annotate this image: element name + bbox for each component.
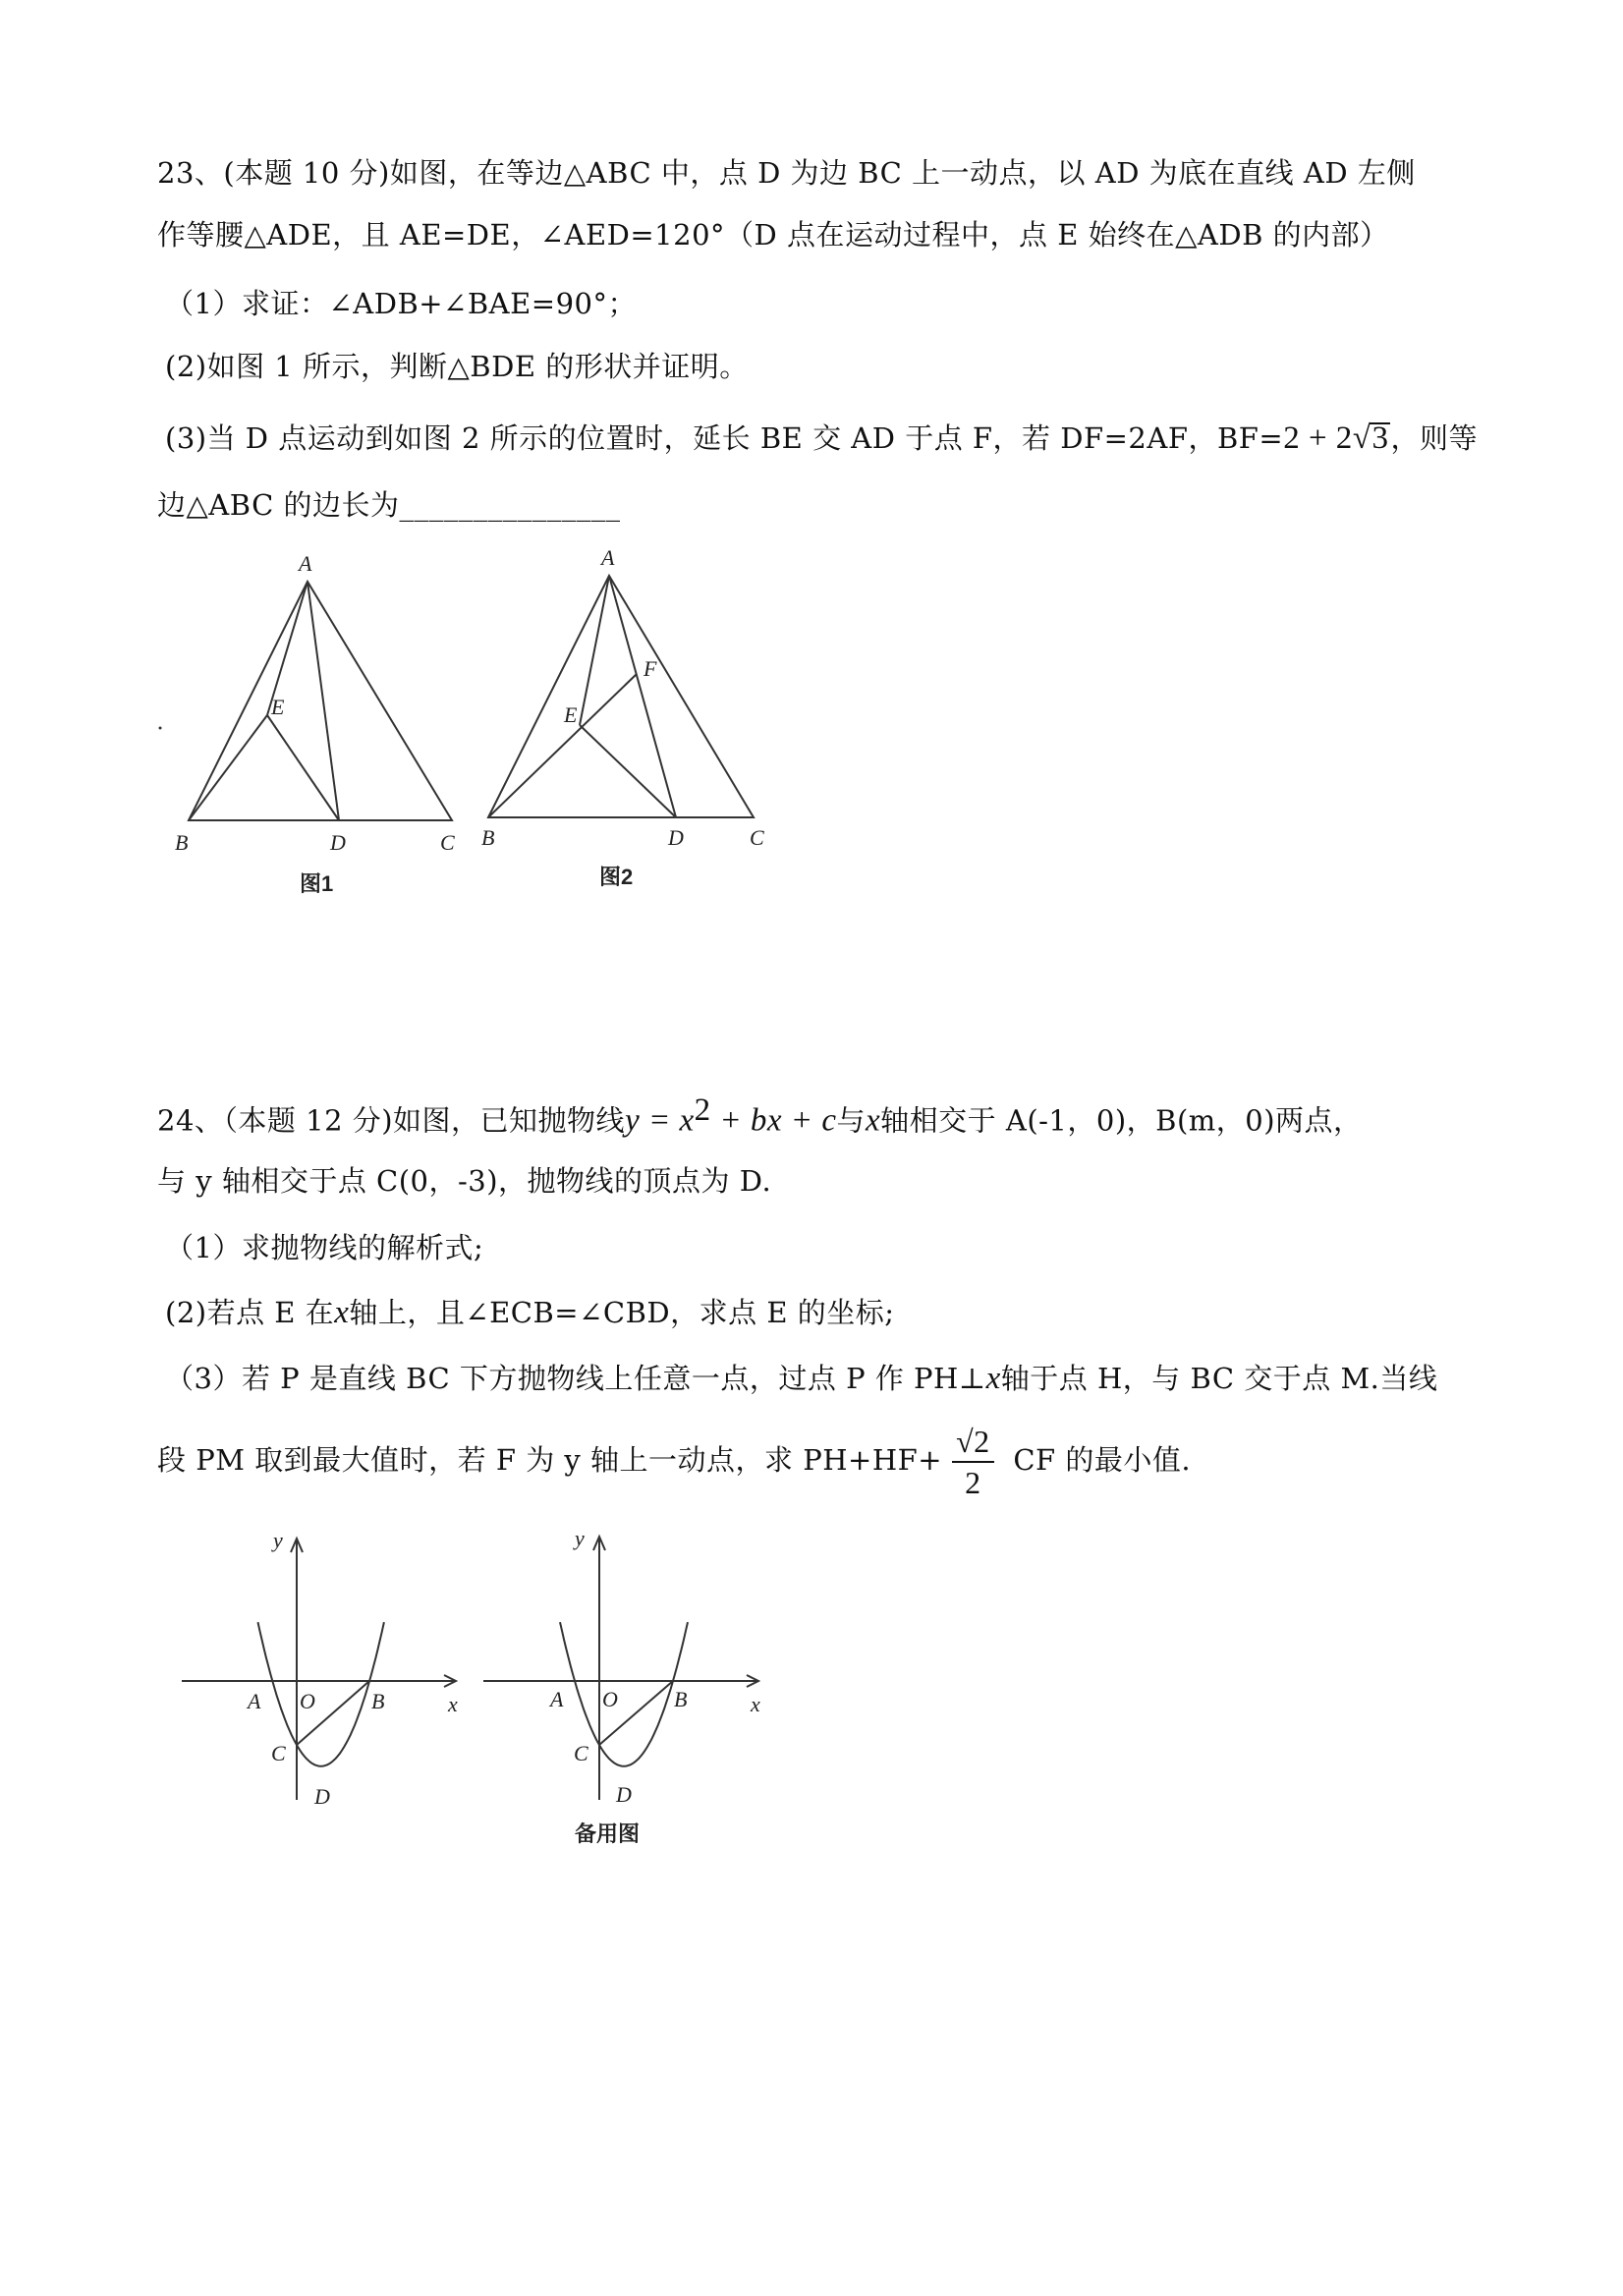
fig1-segment-ad bbox=[308, 582, 339, 820]
q24-line2: 与 y 轴相交于点 C(0，-3)，抛物线的顶点为 D. bbox=[157, 1164, 772, 1198]
fig1-label-a: A bbox=[299, 551, 312, 576]
eq-y: y bbox=[625, 1102, 641, 1139]
x-var-3: x bbox=[985, 1361, 1001, 1396]
fig2-segment-bf bbox=[488, 674, 637, 817]
graph-1 bbox=[182, 1539, 456, 1800]
graph1-label-c: C bbox=[271, 1741, 286, 1765]
q23-part3-c: 边△ABC 的边长为 bbox=[157, 488, 400, 522]
graph2-label-a: A bbox=[550, 1687, 564, 1711]
q24-part4 bbox=[157, 1421, 1191, 1502]
eq-mid: = x bbox=[640, 1102, 695, 1139]
graph1-label-a: A bbox=[248, 1689, 261, 1713]
fig2-label-e: E bbox=[564, 702, 578, 727]
fig2-label-f: F bbox=[644, 656, 657, 681]
graph2-label-o: O bbox=[602, 1687, 618, 1711]
q23-part3-tail: ，则等 bbox=[1390, 421, 1478, 455]
stray-dot bbox=[159, 727, 162, 730]
fig1-segment-be bbox=[189, 715, 267, 820]
q24-part3-b: 轴于点 H，与 BC 交于点 M.当线 bbox=[1000, 1362, 1438, 1395]
answer-blank[interactable]: _______________ bbox=[399, 488, 621, 522]
q24-line1 bbox=[157, 1092, 1363, 1139]
fig1-label-d: D bbox=[330, 830, 346, 855]
q24-part2-b: 轴上，且∠ECB=∠CBD，求点 E 的坐标; bbox=[349, 1296, 895, 1329]
q23-part3-text: (3)当 D 点运动到如图 2 所示的位置时，延长 BE 交 AD 于点 F，若 DF=2AF，BF= bbox=[165, 421, 1284, 455]
fig2-triangle-abc bbox=[488, 576, 754, 817]
graph2-label-b: B bbox=[674, 1687, 688, 1711]
q24-part4-a: 段 PM 取到最大值时，若 F 为 y 轴上一动点，求 PH+HF+ bbox=[157, 1443, 943, 1477]
fig2-label-b: B bbox=[481, 825, 495, 850]
graph-2 bbox=[483, 1537, 758, 1800]
q23-bf-expr: 2 + 2 bbox=[1283, 420, 1353, 456]
q23-line1: 23、(本题 10 分)如图，在等边△ABC 中，点 D 为边 BC 上一动点，以 AD 为底在直线 AD 左侧 bbox=[157, 156, 1416, 190]
fig2-label-a: A bbox=[601, 545, 615, 570]
q24-part1: （1）求抛物线的解析式; bbox=[165, 1231, 484, 1264]
x-var-2: x bbox=[334, 1295, 350, 1330]
graph2-label-y: y bbox=[575, 1526, 585, 1550]
q24-part2 bbox=[165, 1295, 895, 1330]
q24-line1-c: 轴相交于 A(-1，0)，B(m，0)两点， bbox=[880, 1103, 1363, 1138]
graph1-label-b: B bbox=[371, 1689, 385, 1713]
backup-caption: 备用图 bbox=[575, 1821, 641, 1846]
fig2-caption: 图2 bbox=[599, 865, 634, 889]
fig2-segment-ed bbox=[580, 725, 676, 817]
figure-2 bbox=[488, 576, 754, 817]
q24-part3-a: （3）若 P 是直线 BC 下方抛物线上任意一点，过点 P 作 PH⊥ bbox=[165, 1362, 986, 1395]
fig2-label-d: D bbox=[668, 825, 684, 850]
fig2-label-c: C bbox=[750, 825, 764, 850]
fig2-segment-ae bbox=[580, 576, 609, 725]
q24-line1-b: 与 bbox=[836, 1103, 866, 1138]
x-var-1: x bbox=[866, 1102, 881, 1139]
fig2-segment-ad bbox=[609, 576, 676, 817]
fig1-triangle-abc bbox=[189, 582, 452, 820]
eq-exp: 2 bbox=[694, 1092, 711, 1128]
fig1-caption: 图1 bbox=[300, 871, 334, 896]
fig1-segment-ed bbox=[267, 715, 339, 820]
q23-part2: (2)如图 1 所示，判断△BDE 的形状并证明。 bbox=[165, 350, 749, 383]
graph1-label-y: y bbox=[273, 1528, 283, 1552]
fig1-label-c: C bbox=[440, 830, 455, 855]
graph1-label-x: x bbox=[448, 1692, 458, 1716]
graph2-label-x: x bbox=[751, 1692, 760, 1716]
fig1-label-e: E bbox=[271, 695, 285, 719]
frac-num: √2 bbox=[952, 1422, 994, 1463]
graph2-label-c: C bbox=[574, 1741, 588, 1765]
q24-part3 bbox=[165, 1361, 1437, 1396]
q24-part2-a: (2)若点 E 在 bbox=[165, 1296, 335, 1329]
q23-part3: (3)当 D 点运动到如图 2 所示的位置时，延长 BE 交 AD 于点 F，若 DF=2AF，BF=2 + 2√3，则等 bbox=[165, 420, 1478, 456]
eq-rest: + bx + c bbox=[710, 1102, 837, 1139]
q23-bf-radicand: 3 bbox=[1371, 420, 1389, 456]
fig1-label-b: B bbox=[175, 830, 189, 855]
q23-line2: 作等腰△ADE，且 AE=DE，∠AED=120°（D 点在运动过程中，点 E 始终在△ADB 的内部） bbox=[157, 218, 1389, 252]
q24-part4-b: CF 的最小值. bbox=[1003, 1443, 1192, 1477]
graph1-label-d: D bbox=[314, 1784, 330, 1809]
fraction-sqrt2-over-2 bbox=[952, 1422, 994, 1502]
frac-den: 2 bbox=[965, 1465, 981, 1500]
q23-part1: （1）求证：∠ADB+∠BAE=90°； bbox=[165, 287, 637, 320]
figure-1 bbox=[189, 582, 452, 820]
graph2-label-d: D bbox=[616, 1782, 632, 1807]
q24-line1-a: 24、（本题 12 分)如图，已知抛物线 bbox=[157, 1103, 626, 1138]
graph1-label-o: O bbox=[300, 1689, 315, 1713]
